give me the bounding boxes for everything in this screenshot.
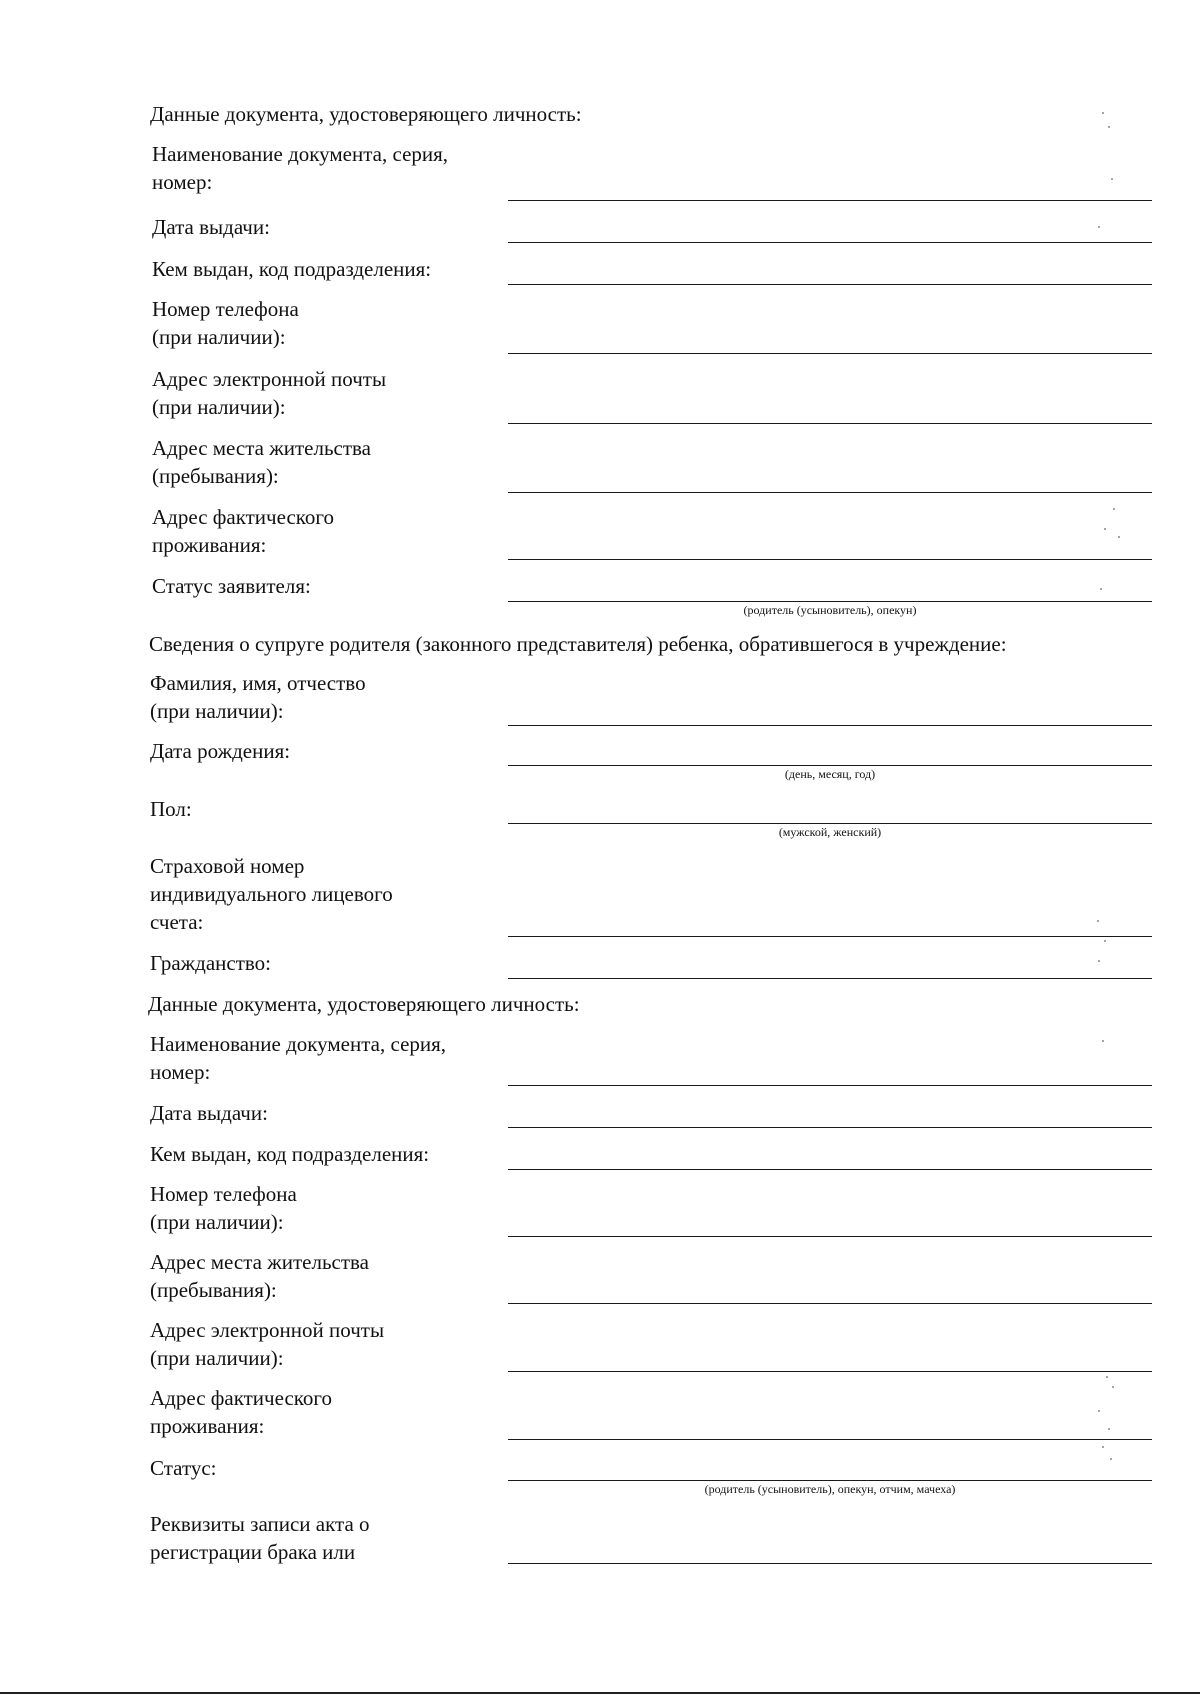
spouse-issued-by-label: Кем выдан, код подразделения: [150, 1142, 430, 1166]
spouse-sex-field[interactable] [508, 823, 1152, 824]
spouse-id-heading: Данные документа, удостоверяющего личность: [148, 992, 580, 1016]
spouse-marriage-record-field[interactable] [508, 1563, 1152, 1564]
spouse-sex-label: Пол: [150, 797, 192, 821]
spouse-full-name-field[interactable] [508, 725, 1152, 726]
spouse-citizenship-label: Гражданство: [150, 951, 271, 975]
spouse-status-hint: (родитель (усыновитель), опекун, отчим, мачеха) [704, 1482, 956, 1496]
applicant-issue-date-label: Дата выдачи: [152, 215, 270, 239]
applicant-status-label: Статус заявителя: [152, 574, 311, 598]
applicant-issue-date-field[interactable] [508, 242, 1152, 243]
applicant-email-label: Адрес электронной почты (при наличии): [152, 367, 387, 419]
applicant-id-heading: Данные документа, удостоверяющего личность: [150, 102, 582, 126]
spouse-citizenship-field[interactable] [508, 978, 1152, 979]
spouse-status-field[interactable] [508, 1480, 1152, 1481]
applicant-doc-name-label: Наименование документа, серия, номер: [152, 142, 449, 194]
spouse-sex-hint: (мужской, женский) [778, 825, 882, 839]
spouse-residence-field[interactable] [508, 1303, 1152, 1304]
spouse-heading: Сведения о супруге родителя (законного представителя) ребенка, обратившегося в учреждение: [149, 632, 1007, 656]
spouse-issue-date-label: Дата выдачи: [150, 1101, 268, 1125]
spouse-doc-name-label: Наименование документа, серия, номер: [150, 1032, 447, 1084]
spouse-birth-date-hint: (день, месяц, год) [784, 767, 876, 781]
applicant-actual-address-field[interactable] [508, 559, 1152, 560]
spouse-marriage-record-label: Реквизиты записи акта о регистрации брака или [150, 1512, 370, 1564]
applicant-status-hint: (родитель (усыновитель), опекун) [743, 603, 917, 617]
spouse-birth-date-field[interactable] [508, 765, 1152, 766]
spouse-actual-address-field[interactable] [508, 1439, 1152, 1440]
applicant-issued-by-field[interactable] [508, 284, 1152, 285]
spouse-issue-date-field[interactable] [508, 1127, 1152, 1128]
applicant-doc-name-field[interactable] [508, 200, 1152, 201]
spouse-actual-address-label: Адрес фактического проживания: [150, 1386, 332, 1438]
spouse-phone-field[interactable] [508, 1236, 1152, 1237]
applicant-status-field[interactable] [508, 601, 1152, 602]
page-bottom-rule [0, 1692, 1200, 1694]
spouse-residence-label: Адрес места жительства (пребывания): [150, 1250, 369, 1302]
spouse-snils-field[interactable] [508, 936, 1152, 937]
applicant-residence-label: Адрес места жительства (пребывания): [152, 436, 371, 488]
applicant-issued-by-label: Кем выдан, код подразделения: [152, 257, 432, 281]
applicant-actual-address-label: Адрес фактического проживания: [152, 505, 334, 557]
spouse-full-name-label: Фамилия, имя, отчество (при наличии): [150, 671, 366, 723]
spouse-email-field[interactable] [508, 1371, 1152, 1372]
applicant-phone-field[interactable] [508, 353, 1152, 354]
applicant-email-field[interactable] [508, 423, 1152, 424]
spouse-snils-label: Страховой номер индивидуального лицевого счета: [150, 854, 393, 934]
applicant-residence-field[interactable] [508, 492, 1152, 493]
applicant-phone-label: Номер телефона (при наличии): [152, 297, 299, 349]
spouse-email-label: Адрес электронной почты (при наличии): [150, 1318, 385, 1370]
spouse-doc-name-field[interactable] [508, 1085, 1152, 1086]
spouse-birth-date-label: Дата рождения: [150, 739, 291, 763]
spouse-issued-by-field[interactable] [508, 1169, 1152, 1170]
spouse-phone-label: Номер телефона (при наличии): [150, 1182, 297, 1234]
spouse-status-label: Статус: [150, 1456, 217, 1480]
